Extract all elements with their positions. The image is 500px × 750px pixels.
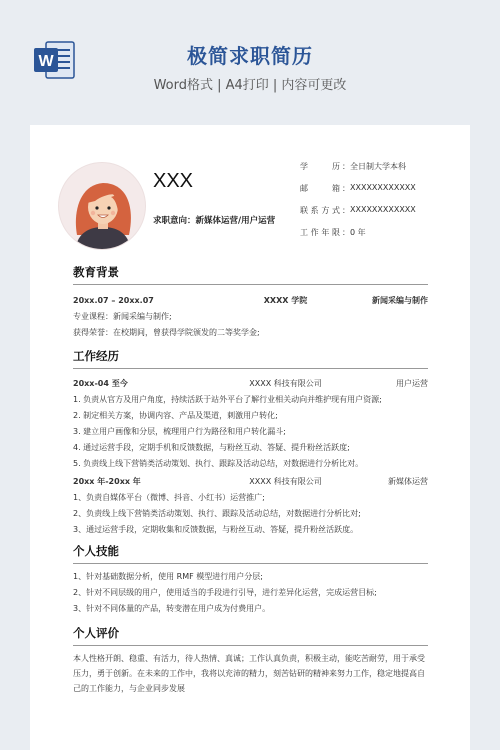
job-row [73,472,428,490]
info-row [300,183,416,205]
basic-info [300,161,416,249]
section-title: 个人技能 [73,543,428,564]
section-title: 个人评价 [73,625,428,646]
info-value: XXXXXXXXXXXX [350,183,416,192]
info-separator: ： [342,206,350,215]
section-title: 教育背景 [73,264,428,285]
job-duty: 1. 负责从官方及用户角度，持续活跃于站外平台了解行业相关动向并维护现有用户资源; [73,395,382,404]
info-separator: ： [342,228,350,237]
job-duty: 5. 负责线上线下营销类活动策划、执行、跟踪及活动总结，对数据进行分析比对。 [73,459,364,468]
education-honors: 获得荣誉：在校期间，曾获得学院颁发的二等奖学金; [73,328,260,337]
info-row [300,161,416,183]
education-school: XXXX 学院 [263,295,308,305]
work-section [73,348,428,538]
info-label: 工作年限 [300,228,340,237]
job-duty: 3、通过运营手段，定期收集和反馈数据，与粉丝互动、答疑，提升粉丝活跃度。 [73,525,359,534]
skills-section [73,543,428,617]
resume-paper [30,125,470,750]
job-row [73,374,428,392]
job-duty: 4. 通过运营手段，定期手机和反馈数据，与粉丝互动、答疑、提升粉丝活跃度; [73,443,350,452]
job-intent: 求职意向：新媒体运营/用户运营 [153,216,276,226]
info-row [300,227,416,249]
job-period: 20xx 年-20xx 年 [73,476,141,486]
education-row [73,291,428,309]
page-subtitle: Word格式 | A4打印 | 内容可更改 [153,78,347,93]
job-company: XXXX 科技有限公司 [249,378,322,388]
education-courses: 专业课程：新闻采编与制作; [73,312,172,321]
avatar [58,162,146,250]
section-title: 工作经历 [73,348,428,369]
job-duty: 2. 制定相关方案，协调内容、产品及渠道，刺激用户转化; [73,411,278,420]
job-duty: 3. 建立用户画像和分层，梳理用户行为路径和用户转化漏斗; [73,427,286,436]
info-value: 全日制大学本科 [350,162,406,171]
education-section [73,264,428,341]
job-role: 用户运营 [396,378,428,388]
job-duty: 1、负责自媒体平台（微博、抖音、小红书）运营推广; [73,493,265,502]
skill-item: 2、针对不同层级的用户，使用适当的手段进行引导，进行差异化运营，完成运营目标; [73,588,377,597]
job-company: XXXX 科技有限公司 [249,476,322,486]
info-label: 联系方式 [300,206,340,215]
info-value: 0 年 [350,228,366,237]
page-title: 极简求职简历 [187,44,313,68]
info-separator: ： [342,162,350,171]
info-label: 邮箱 [300,184,340,193]
skill-item: 1、针对基础数据分析，使用 RMF 模型进行用户分层; [73,572,263,581]
svg-text:W: W [38,53,54,70]
avatar-illustration [59,163,146,250]
candidate-name: XXX [153,170,194,192]
job-role: 新媒体运营 [388,476,428,486]
evaluation-text: 本人性格开朗、稳重、有活力，待人热情、真诚；工作认真负责，积极主动，能吃苦耐劳，用于承受压力，勇于创新。在未来的工作中，我将以充沛的精力，刻苦钻研的精神来努力工作，稳定地提高自己的工作能力，与企业同步发展 [73,654,425,693]
education-period: 20xx.07 – 20xx.07 [73,295,154,305]
info-label: 学历 [300,162,340,171]
header [0,0,500,118]
job-period: 20xx-04 至今 [73,378,128,388]
evaluation-section [73,625,428,696]
info-row [300,205,416,227]
job-duty: 2、负责线上线下营销类活动策划、执行、跟踪及活动总结，对数据进行分析比对; [73,509,361,518]
skill-item: 3、针对不同体量的产品，转变潜在用户成为付费用户。 [73,604,271,613]
education-major: 新闻采编与制作 [372,295,428,305]
info-separator: ： [342,184,350,193]
info-value: XXXXXXXXXXXX [350,205,416,214]
